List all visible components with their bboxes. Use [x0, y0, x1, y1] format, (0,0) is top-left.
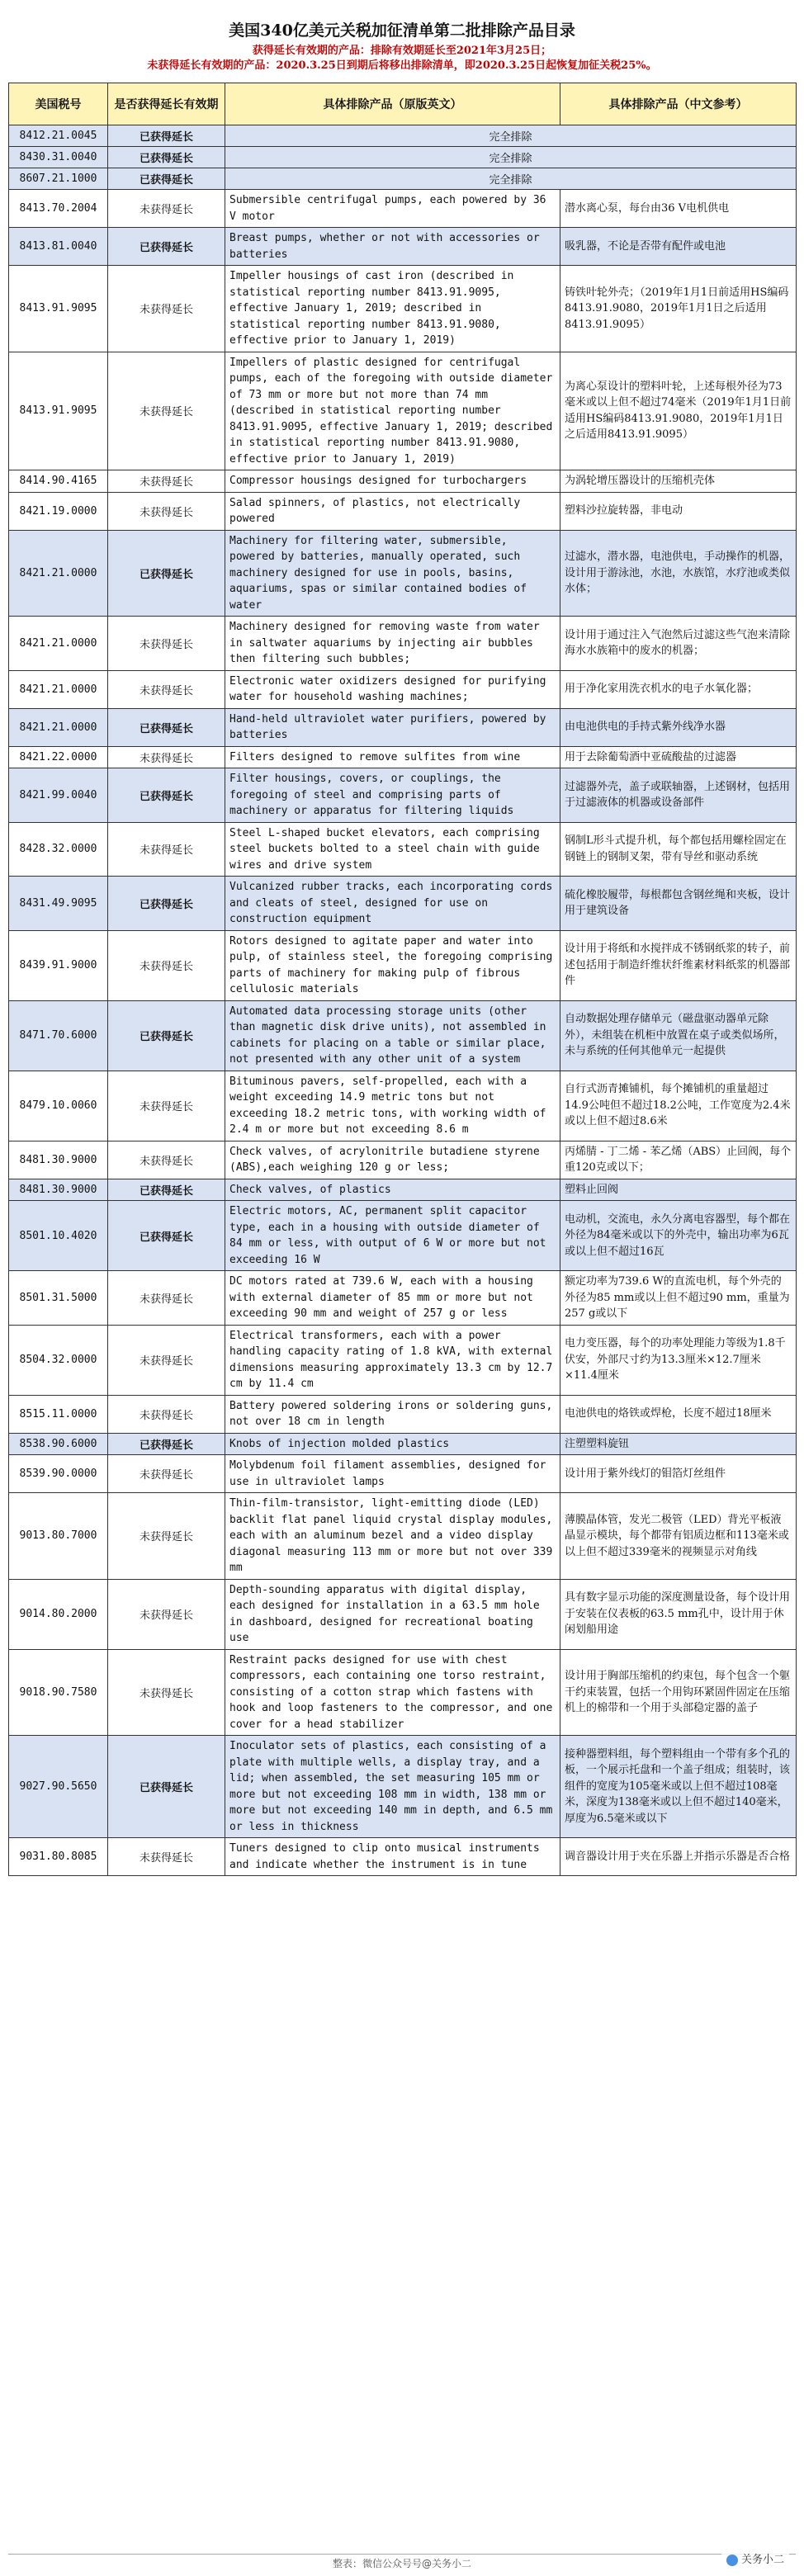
product-english: Filter housings, covers, or couplings, the foregoing of steel and comprising parts of machinery or apparatus for filtering liquids	[225, 768, 560, 823]
table-row	[9, 1179, 797, 1201]
expiry-note: 未获得延长有效期的产品：2020.3.25日到期后将移出排除清单，即2020.3.25日起恢复加征关税25%。	[147, 59, 657, 72]
table-row	[9, 1395, 797, 1433]
extension-status: 未获得延长	[108, 1838, 225, 1876]
table-body	[9, 125, 797, 1876]
hs-code: 8538.90.6000	[9, 1433, 108, 1455]
extension-status: 未获得延长	[108, 1071, 225, 1141]
product-english: Depth-sounding apparatus with digital display, each designed for installation in a 63.5 mm hole in dashboard, designed for recreational boating use	[225, 1579, 560, 1649]
product-chinese: 接种器塑料组，每个塑料组由一个带有多个孔的板，一个展示托盘和一个盖子组成；组装时，该组件的宽度为105毫米或以上但不超过108毫米，深度为138毫米或以上但不超过140毫米，厚度为6.5毫米或以下	[560, 1736, 797, 1838]
product-chinese: 由电池供电的手持式紫外线净水器	[560, 708, 797, 746]
full-exclusion: 完全排除	[225, 125, 797, 147]
hs-code: 8413.91.9095	[9, 352, 108, 470]
hs-code: 8421.19.0000	[9, 492, 108, 530]
table-row	[9, 1838, 797, 1876]
hs-code: 8421.21.0000	[9, 617, 108, 671]
product-english: Impeller housings of cast iron (described in statistical reporting number 8413.91.9095, effective January 1, 2019; described in statistical reporting number 8413.91.9080, effective prior to January 1, 2019)	[225, 266, 560, 352]
product-english: Inoculator sets of plastics, each consisting of a plate with multiple wells, a display tray, and a lid; when assembled, the set measuring 105 mm or more but not exceeding 108 mm in width, 138 mm or more but not exceeding 140 mm in depth, and 6.5 mm or less in thickness	[225, 1736, 560, 1838]
product-english: Knobs of injection molded plastics	[225, 1433, 560, 1455]
extension-status: 已获得延长	[108, 708, 225, 746]
hs-code: 9031.80.8085	[9, 1838, 108, 1876]
hs-code: 8413.81.0040	[9, 228, 108, 266]
product-chinese: 钢制L形斗式提升机，每个都包括用螺栓固定在钢链上的钢制叉架，带有导丝和驱动系统	[560, 822, 797, 877]
product-chinese: 塑料止回阀	[560, 1179, 797, 1201]
hs-code: 8421.21.0000	[9, 708, 108, 746]
product-english: Submersible centrifugal pumps, each powered by 36 V motor	[225, 190, 560, 228]
hs-code: 8515.11.0000	[9, 1395, 108, 1433]
hs-code: 8471.70.6000	[9, 1000, 108, 1071]
table-row	[9, 768, 797, 823]
product-chinese: 过滤水，潜水器，电池供电，手动操作的机器，设计用于游泳池，水池，水族馆，水疗池或类似水体；	[560, 530, 797, 617]
extension-status: 未获得延长	[108, 822, 225, 877]
hs-code: 8539.90.0000	[9, 1455, 108, 1493]
product-chinese: 为涡轮增压器设计的压缩机壳体	[560, 470, 797, 493]
product-chinese: 具有数字显示功能的深度测量设备，每个设计用于安装在仪表板的63.5 mm孔中，设计用于休闲划船用途	[560, 1579, 797, 1649]
product-chinese: 硫化橡胶履带，每根都包含钢丝绳和夹板，设计用于建筑设备	[560, 877, 797, 931]
page-footer: 整表：微信公众号号@关务小二	[8, 2554, 796, 2573]
extension-status: 已获得延长	[108, 768, 225, 823]
product-chinese: 用于净化家用洗衣机水的电子水氧化器；	[560, 670, 797, 708]
product-chinese: 设计用于将纸和水搅拌成不锈钢纸浆的转子，前述包括用于制造纤维状纤维素材料纸浆的机器部件	[560, 930, 797, 1000]
extension-status: 已获得延长	[108, 125, 225, 147]
table-row	[9, 1736, 797, 1838]
extension-status: 未获得延长	[108, 470, 225, 493]
table-row	[9, 352, 797, 470]
extension-status: 已获得延长	[108, 147, 225, 168]
product-chinese: 电池供电的烙铁或焊枪，长度不超过18厘米	[560, 1395, 797, 1433]
product-english: Automated data processing storage units (other than magnetic disk drive units), not assembled in cabinets for placing on a table or similar place, not presented with any other unit of a system	[225, 1000, 560, 1071]
extension-status: 已获得延长	[108, 877, 225, 931]
extension-status: 未获得延长	[108, 1271, 225, 1326]
full-exclusion: 完全排除	[225, 168, 797, 190]
col-hs-code: 美国税号	[9, 83, 108, 125]
hs-code: 8428.32.0000	[9, 822, 108, 877]
product-english: DC motors rated at 739.6 W, each with a housing with external diameter of 85 mm or more but not exceeding 90 mm and weight of 257 g or less	[225, 1271, 560, 1326]
product-english: Electric motors, AC, permanent split capacitor type, each in a housing with outside diameter of 84 mm or less, with output of 6 W or more but not exceeding 16 W	[225, 1201, 560, 1271]
product-english: Vulcanized rubber tracks, each incorporating cords and cleats of steel, designed for use on construction equipment	[225, 877, 560, 931]
watermark-text: 关务小二	[740, 2554, 784, 2566]
product-chinese: 自动数据处理存储单元（磁盘驱动器单元除外），未组装在机柜中放置在桌子或类似场所，未与系统的任何其他单元一起提供	[560, 1000, 797, 1071]
product-chinese: 塑料沙拉旋转器，非电动	[560, 492, 797, 530]
table-row	[9, 708, 797, 746]
extension-status: 已获得延长	[108, 168, 225, 190]
hs-code: 8430.31.0040	[9, 147, 108, 168]
product-chinese: 薄膜晶体管，发光二极管（LED）背光平板液晶显示模块，每个都带有铝质边框和113毫米或以上但不超过339毫米的视频显示对角线	[560, 1493, 797, 1580]
table-row	[9, 125, 797, 147]
product-chinese: 吸乳器，不论是否带有配件或电池	[560, 228, 797, 266]
extension-status: 已获得延长	[108, 1201, 225, 1271]
table-row	[9, 147, 797, 168]
extension-status: 未获得延长	[108, 930, 225, 1000]
product-english: Electrical transformers, each with a power handling capacity rating of 1.8 kVA, with external dimensions measuring approximately 13.3 cm by 12.7 cm by 11.4 cm	[225, 1325, 560, 1395]
hs-code: 8481.30.9000	[9, 1179, 108, 1201]
hs-code: 8414.90.4165	[9, 470, 108, 493]
extension-status: 已获得延长	[108, 1736, 225, 1838]
col-product-english: 具体排除产品（原版英文）	[225, 83, 560, 125]
product-chinese: 电力变压器，每个的功率处理能力等级为1.8千伏安，外部尺寸约为13.3厘米×12.7厘米×11.4厘米	[560, 1325, 797, 1395]
table-row	[9, 228, 797, 266]
hs-code: 8421.21.0000	[9, 670, 108, 708]
table-row	[9, 617, 797, 671]
product-english: Filters designed to remove sulfites from wine	[225, 746, 560, 768]
table-row	[9, 930, 797, 1000]
extension-status: 已获得延长	[108, 1179, 225, 1201]
extension-status: 未获得延长	[108, 266, 225, 352]
product-chinese: 用于去除葡萄酒中亚硫酸盐的过滤器	[560, 746, 797, 768]
table-row	[9, 266, 797, 352]
extension-status: 未获得延长	[108, 1493, 225, 1580]
product-english: Hand-held ultraviolet water purifiers, powered by batteries	[225, 708, 560, 746]
table-row	[9, 670, 797, 708]
product-chinese: 额定功率为739.6 W的直流电机，每个外壳的外径为85 mm或以上但不超过90 mm，重量为257 g或以下	[560, 1271, 797, 1326]
hs-code: 8501.31.5000	[9, 1271, 108, 1326]
product-chinese: 丙烯腈 - 丁二烯 - 苯乙烯（ABS）止回阀，每个重120克或以下；	[560, 1141, 797, 1179]
hs-code: 9027.90.5650	[9, 1736, 108, 1838]
hs-code: 8501.10.4020	[9, 1201, 108, 1271]
table-row	[9, 470, 797, 493]
product-english: Machinery designed for removing waste from water in saltwater aquariums by injecting air bubbles then filtering such bubbles;	[225, 617, 560, 671]
product-english: Check valves, of acrylonitrile butadiene styrene (ABS),each weighing 120 g or less;	[225, 1141, 560, 1179]
table-row	[9, 1433, 797, 1455]
extension-status: 已获得延长	[108, 1433, 225, 1455]
hs-code: 8421.22.0000	[9, 746, 108, 768]
table-row	[9, 1141, 797, 1179]
table-row	[9, 1493, 797, 1580]
col-product-chinese: 具体排除产品（中文参考）	[560, 83, 797, 125]
extension-status: 未获得延长	[108, 1141, 225, 1179]
extension-status: 未获得延长	[108, 1649, 225, 1736]
product-english: Thin-film-transistor, light-emitting diode (LED) backlit flat panel liquid crystal display modules, each with an aluminum bezel and a video display diagonal measuring 113 mm or more but not over 339 mm	[225, 1493, 560, 1580]
extension-status: 未获得延长	[108, 352, 225, 470]
document-title: 美国340亿美元关税加征清单第二批排除产品目录	[229, 21, 575, 40]
document-header	[8, 8, 796, 81]
full-exclusion: 完全排除	[225, 147, 797, 168]
product-chinese: 自行式沥青摊铺机，每个摊铺机的重量超过14.9公吨但不超过18.2公吨，工作宽度为2.4米或以上但不超过8.6米	[560, 1071, 797, 1141]
hs-code: 8431.49.9095	[9, 877, 108, 931]
extension-status: 未获得延长	[108, 1579, 225, 1649]
product-chinese: 潜水离心泵，每台由36 V电机供电	[560, 190, 797, 228]
watermark	[721, 2549, 789, 2568]
table-row	[9, 877, 797, 931]
product-chinese: 调音器设计用于夹在乐器上并指示乐器是否合格	[560, 1838, 797, 1876]
product-english: Steel L-shaped bucket elevators, each comprising steel buckets bolted to a steel chain with guide wires and drive system	[225, 822, 560, 877]
product-english: Salad spinners, of plastics, not electrically powered	[225, 492, 560, 530]
extension-status: 已获得延长	[108, 530, 225, 617]
extension-status: 未获得延长	[108, 190, 225, 228]
product-english: Impellers of plastic designed for centrifugal pumps, each of the foregoing with outside diameter of 73 mm or more but not more than 74 mm (described in statistical reporting number 8413.91.9095, effective January 1, 2019; described in statistical reporting number 8413.91.9080, effective prior to January 1, 2019)	[225, 352, 560, 470]
table-row	[9, 822, 797, 877]
table-row	[9, 530, 797, 617]
hs-code: 9014.80.2000	[9, 1579, 108, 1649]
extension-note: 获得延长有效期的产品：排除有效期延长至2021年3月25日；	[252, 45, 552, 57]
product-chinese: 设计用于胸部压缩机的约束包，每个包含一个躯干约束装置，包括一个用钩环紧固件固定在压缩机上的棉带和一个用于头部稳定器的盖子	[560, 1649, 797, 1736]
table-row	[9, 1455, 797, 1493]
product-english: Compressor housings designed for turbochargers	[225, 470, 560, 493]
hs-code: 8481.30.9000	[9, 1141, 108, 1179]
hs-code: 8504.32.0000	[9, 1325, 108, 1395]
hs-code: 9018.90.7580	[9, 1649, 108, 1736]
product-english: Check valves, of plastics	[225, 1179, 560, 1201]
product-chinese: 注塑塑料旋钮	[560, 1433, 797, 1455]
product-chinese: 设计用于紫外线灯的钼箔灯丝组件	[560, 1455, 797, 1493]
exclusion-table	[8, 83, 797, 1876]
product-english: Bituminous pavers, self-propelled, each with a weight exceeding 14.9 metric tons but not exceeding 18.2 metric tons, with working width of 2.4 m or more but not exceeding 8.6 m	[225, 1071, 560, 1141]
table-row	[9, 746, 797, 768]
product-chinese: 设计用于通过注入气泡然后过滤这些气泡来清除海水水族箱中的废水的机器；	[560, 617, 797, 671]
table-row	[9, 1000, 797, 1071]
table-row	[9, 1071, 797, 1141]
extension-status: 未获得延长	[108, 1395, 225, 1433]
product-english: Molybdenum foil filament assemblies, designed for use in ultraviolet lamps	[225, 1455, 560, 1493]
product-english: Breast pumps, whether or not with accessories or batteries	[225, 228, 560, 266]
product-english: Restraint packs designed for use with chest compressors, each containing one torso restraint, consisting of a cotton strap which fastens with hook and loop fasteners to the compressor, and one cover for a head stabilizer	[225, 1649, 560, 1736]
product-chinese: 铸铁叶轮外壳；（2019年1月1日前适用HS编码8413.91.9080，2019年1月1日之后适用8413.91.9095）	[560, 266, 797, 352]
extension-status: 未获得延长	[108, 1455, 225, 1493]
table-row	[9, 1271, 797, 1326]
hs-code: 8413.91.9095	[9, 266, 108, 352]
extension-status: 未获得延长	[108, 1325, 225, 1395]
table-row	[9, 190, 797, 228]
hs-code: 8421.99.0040	[9, 768, 108, 823]
table-row	[9, 1649, 797, 1736]
table-row	[9, 1325, 797, 1395]
product-english: Electronic water oxidizers designed for purifying water for household washing machines;	[225, 670, 560, 708]
product-english: Machinery for filtering water, submersible, powered by batteries, manually operated, such machinery designed for use in pools, basins, aquariums, spas or similar contained bodies of water	[225, 530, 560, 617]
extension-status: 已获得延长	[108, 1000, 225, 1071]
hs-code: 9013.80.7000	[9, 1493, 108, 1580]
extension-status: 未获得延长	[108, 617, 225, 671]
hs-code: 8479.10.0060	[9, 1071, 108, 1141]
product-english: Tuners designed to clip onto musical instruments and indicate whether the instrument is in tune	[225, 1838, 560, 1876]
hs-code: 8421.21.0000	[9, 530, 108, 617]
table-header-row	[9, 83, 797, 125]
product-chinese: 过滤器外壳，盖子或联轴器，上述钢材，包括用于过滤液体的机器或设备部件	[560, 768, 797, 823]
extension-status: 已获得延长	[108, 228, 225, 266]
extension-status: 未获得延长	[108, 670, 225, 708]
table-row	[9, 168, 797, 190]
table-row	[9, 492, 797, 530]
product-chinese: 为离心泵设计的塑料叶轮，上述每根外径为73毫米或以上但不超过74毫米（2019年1月1日前适用HS编码8413.91.9080，2019年1月1日之后适用8413.91.9095）	[560, 352, 797, 470]
wechat-icon	[726, 2555, 738, 2566]
hs-code: 8412.21.0045	[9, 125, 108, 147]
hs-code: 8607.21.1000	[9, 168, 108, 190]
col-extension-status: 是否获得延长有效期	[108, 83, 225, 125]
table-row	[9, 1201, 797, 1271]
product-chinese: 电动机，交流电，永久分离电容器型，每个都在外径为84毫米或以下的外壳中，输出功率为6瓦或以上但不超过16瓦	[560, 1201, 797, 1271]
hs-code: 8439.91.9000	[9, 930, 108, 1000]
extension-status: 未获得延长	[108, 746, 225, 768]
product-english: Battery powered soldering irons or soldering guns, not over 18 cm in length	[225, 1395, 560, 1433]
product-english: Rotors designed to agitate paper and water into pulp, of stainless steel, the foregoing comprising parts of machinery for making pulp of fibrous cellulosic materials	[225, 930, 560, 1000]
hs-code: 8413.70.2004	[9, 190, 108, 228]
extension-status: 未获得延长	[108, 492, 225, 530]
table-row	[9, 1579, 797, 1649]
